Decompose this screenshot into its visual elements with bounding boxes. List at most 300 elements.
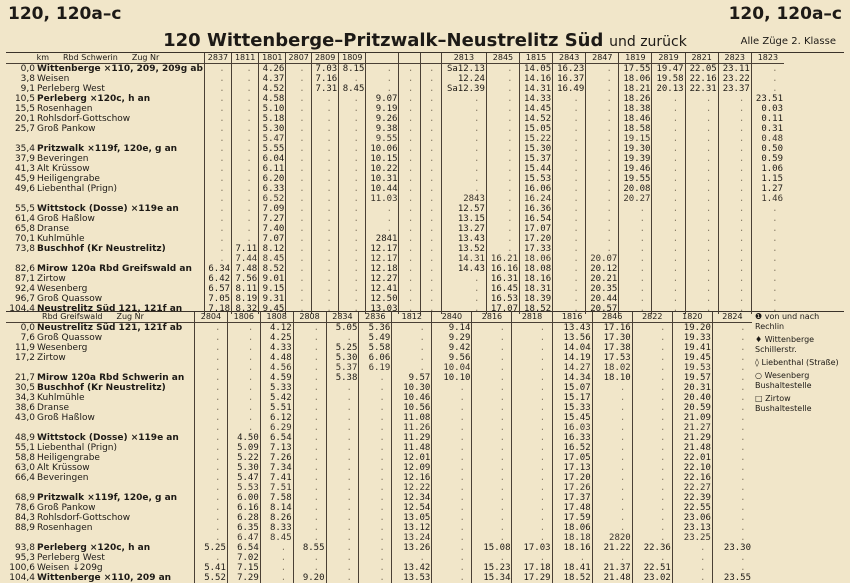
route-title-suffix: und zurück xyxy=(609,34,687,50)
time-cell: 16.03 xyxy=(552,423,592,433)
time-cell: . xyxy=(512,423,552,433)
time-cell: 16.49 xyxy=(553,84,586,94)
time-cell: 18.18 xyxy=(552,533,592,543)
time-cell: 23.30 xyxy=(712,543,752,553)
time-cell: . xyxy=(432,433,472,443)
time-cell: . xyxy=(366,204,399,214)
time-cell: . xyxy=(553,94,586,104)
time-cell: 23.55 xyxy=(712,573,752,583)
time-cell: . xyxy=(472,363,512,373)
time-cell: . xyxy=(195,413,228,423)
time-cell: 12.34 xyxy=(392,493,432,503)
time-cell: 10.31 xyxy=(366,174,399,184)
time-cell: . xyxy=(632,403,672,413)
time-cell: . xyxy=(359,383,392,393)
time-cell: 5.49 xyxy=(359,333,392,343)
time-cell: . xyxy=(399,164,420,174)
time-cell: . xyxy=(685,294,718,304)
time-cell: . xyxy=(486,214,519,224)
time-cell: 15.37 xyxy=(520,154,553,164)
time-cell: 20.44 xyxy=(586,294,619,304)
time-cell: . xyxy=(619,304,652,314)
time-cell: 14.31 xyxy=(441,254,486,264)
table-row xyxy=(6,164,784,174)
station-name: Wittstock (Dosse) ⨯119e an xyxy=(37,433,179,443)
time-cell: . xyxy=(586,234,619,244)
time-cell: . xyxy=(751,284,784,294)
header-label: Rbd Greifswald xyxy=(42,312,103,321)
time-cell: . xyxy=(712,373,752,383)
time-cell: Sa12.13 xyxy=(441,64,486,75)
time-cell: . xyxy=(619,234,652,244)
time-cell: . xyxy=(712,453,752,463)
station-cell xyxy=(6,343,195,353)
time-cell: . xyxy=(472,473,512,483)
km-value: 7,6 xyxy=(20,333,35,343)
time-cell: . xyxy=(339,264,366,274)
time-cell: 9.19 xyxy=(366,104,399,114)
time-cell: . xyxy=(359,453,392,463)
km-value: 0,0 xyxy=(20,323,35,333)
table-row xyxy=(6,74,784,84)
table-row xyxy=(6,104,784,114)
time-cell: . xyxy=(632,423,672,433)
time-cell: . xyxy=(392,363,432,373)
time-cell: . xyxy=(432,503,472,513)
time-cell: . xyxy=(326,543,359,553)
time-cell: . xyxy=(227,353,260,363)
time-cell: 15.44 xyxy=(520,164,553,174)
time-cell: 10.30 xyxy=(392,383,432,393)
time-cell: 18.06 xyxy=(552,523,592,533)
time-cell: . xyxy=(486,154,519,164)
time-cell: . xyxy=(553,254,586,264)
station-name: Wittenberge ⨯110, 209 an xyxy=(37,573,172,583)
time-cell: 20.08 xyxy=(619,184,652,194)
time-cell: . xyxy=(339,284,366,294)
time-cell: 8.11 xyxy=(232,284,259,294)
table-row xyxy=(6,174,784,184)
time-cell: . xyxy=(195,503,228,513)
time-cell: . xyxy=(712,563,752,573)
km-value: 43,0 xyxy=(14,413,35,423)
time-cell: 7.29 xyxy=(227,573,260,583)
station-name: Groß Quassow xyxy=(37,294,103,304)
km-value: 92,4 xyxy=(14,284,35,294)
table-row xyxy=(6,234,784,244)
time-cell: . xyxy=(685,94,718,104)
station-name: Alt Krüssow xyxy=(37,463,90,473)
time-cell: . xyxy=(472,513,512,523)
time-cell: . xyxy=(312,94,339,104)
page-title xyxy=(0,30,850,51)
station-cell xyxy=(6,234,204,244)
time-cell: . xyxy=(399,194,420,204)
time-cell: . xyxy=(312,144,339,154)
time-cell: 22.27 xyxy=(672,483,712,493)
table-row xyxy=(6,64,784,75)
time-cell: 9.26 xyxy=(366,114,399,124)
time-cell: Sa12.39 xyxy=(441,84,486,94)
station-cell xyxy=(6,513,195,523)
table-header-row xyxy=(6,312,752,323)
time-cell: . xyxy=(399,244,420,254)
train-number: 2816 xyxy=(472,312,512,323)
time-cell: . xyxy=(512,453,552,463)
time-cell: . xyxy=(339,194,366,204)
header-label: Rbd Schwerin xyxy=(63,53,118,62)
time-cell: 0.03 xyxy=(751,104,784,114)
time-cell: . xyxy=(472,403,512,413)
time-cell: . xyxy=(652,254,685,264)
time-cell: 13.03 xyxy=(366,304,399,314)
km-value: 84,3 xyxy=(14,513,35,523)
train-number: 1820 xyxy=(672,312,712,323)
time-cell: . xyxy=(232,174,259,184)
km-value: 104,4 xyxy=(9,304,35,314)
time-cell: . xyxy=(472,383,512,393)
time-cell: . xyxy=(326,333,359,343)
time-cell: 8.45 xyxy=(259,254,286,264)
km-value: 49,6 xyxy=(14,184,35,194)
time-cell: . xyxy=(339,104,366,114)
time-cell: . xyxy=(312,114,339,124)
time-cell: . xyxy=(204,224,231,234)
time-cell: 22.16 xyxy=(672,473,712,483)
km-value: 45,9 xyxy=(14,174,35,184)
time-cell: 6.06 xyxy=(359,353,392,363)
station-name: Perleberg ⨯120c, h an xyxy=(37,94,151,104)
time-cell: 15.08 xyxy=(472,543,512,553)
time-cell: . xyxy=(718,154,751,164)
time-cell: . xyxy=(652,164,685,174)
time-cell: . xyxy=(685,164,718,174)
time-cell: . xyxy=(552,553,592,563)
km-value: 87,1 xyxy=(14,274,35,284)
time-cell: . xyxy=(204,214,231,224)
time-cell: 4.52 xyxy=(259,84,286,94)
station-cell xyxy=(6,423,195,433)
time-cell: . xyxy=(486,84,519,94)
table-row xyxy=(6,144,784,154)
time-cell: 6.33 xyxy=(259,184,286,194)
time-cell: . xyxy=(204,184,231,194)
time-cell: 1.06 xyxy=(751,164,784,174)
time-cell: . xyxy=(312,104,339,114)
time-cell: 7.15 xyxy=(227,563,260,573)
time-cell: . xyxy=(652,174,685,184)
km-value: 41,3 xyxy=(14,164,35,174)
header-route-cell xyxy=(6,312,195,323)
time-cell: . xyxy=(392,353,432,363)
station-cell xyxy=(6,433,195,443)
time-cell: . xyxy=(326,453,359,463)
time-cell: 5.30 xyxy=(326,353,359,363)
table-row xyxy=(6,284,784,294)
time-cell: 7.48 xyxy=(232,264,259,274)
table-row xyxy=(6,423,752,433)
time-cell: . xyxy=(486,204,519,214)
time-cell: . xyxy=(339,294,366,304)
time-cell: . xyxy=(619,254,652,264)
time-cell: . xyxy=(472,433,512,443)
time-cell: . xyxy=(232,194,259,204)
time-cell: 6.35 xyxy=(227,523,260,533)
time-cell: . xyxy=(432,443,472,453)
time-cell: . xyxy=(486,224,519,234)
time-cell: . xyxy=(472,393,512,403)
time-cell: 12.17 xyxy=(366,254,399,264)
time-cell: 15.22 xyxy=(520,134,553,144)
train-number: 2840 xyxy=(432,312,472,323)
time-cell: . xyxy=(685,154,718,164)
time-cell: . xyxy=(420,94,441,104)
station-name: Alt Krüssow xyxy=(37,164,90,174)
time-cell: . xyxy=(204,254,231,264)
time-cell: 19.57 xyxy=(672,373,712,383)
time-cell: . xyxy=(586,174,619,184)
station-cell xyxy=(6,563,195,573)
station-name: Dranse xyxy=(37,403,70,413)
table-row xyxy=(6,413,752,423)
time-cell: 7.56 xyxy=(232,274,259,284)
station-cell xyxy=(6,453,195,463)
time-cell: . xyxy=(420,244,441,254)
time-cell: 7.34 xyxy=(260,463,293,473)
legend-item: ○ Wesenberg Bushaltestelle xyxy=(755,371,812,390)
time-cell: 10.56 xyxy=(392,403,432,413)
time-cell: 19.30 xyxy=(619,144,652,154)
station-name: Zirtow xyxy=(37,274,66,284)
time-cell: . xyxy=(286,124,312,134)
time-cell: 1.27 xyxy=(751,184,784,194)
train-number: 1808 xyxy=(260,312,293,323)
time-cell: 6.00 xyxy=(227,493,260,503)
train-number: 1811 xyxy=(232,53,259,64)
time-cell: . xyxy=(312,264,339,274)
time-cell: . xyxy=(227,373,260,383)
time-cell: 18.41 xyxy=(552,563,592,573)
time-cell: . xyxy=(232,204,259,214)
time-cell: 9.07 xyxy=(366,94,399,104)
time-cell: . xyxy=(441,104,486,114)
time-cell: . xyxy=(227,363,260,373)
time-cell: . xyxy=(232,124,259,134)
time-cell: . xyxy=(359,373,392,383)
time-cell: 22.10 xyxy=(672,463,712,473)
time-cell: . xyxy=(293,443,326,453)
time-cell: . xyxy=(420,164,441,174)
time-cell: . xyxy=(359,553,392,563)
time-cell: . xyxy=(553,264,586,274)
station-name: Heiligengrabe xyxy=(37,453,100,463)
time-cell: . xyxy=(553,284,586,294)
time-cell: 14.16 xyxy=(520,74,553,84)
station-cell xyxy=(6,124,204,134)
time-cell: . xyxy=(195,533,228,543)
table-row xyxy=(6,274,784,284)
time-cell: . xyxy=(441,294,486,304)
km-value: 96,7 xyxy=(14,294,35,304)
station-name: Neustrelitz Süd 121, 121f ab xyxy=(37,323,183,333)
time-cell: . xyxy=(718,284,751,294)
station-name: Liebenthal (Prign) xyxy=(37,443,118,453)
time-cell: . xyxy=(718,114,751,124)
time-cell: . xyxy=(359,493,392,503)
time-cell: . xyxy=(553,204,586,214)
time-cell: 8.52 xyxy=(259,264,286,274)
time-cell: . xyxy=(420,184,441,194)
km-value: 58,8 xyxy=(14,453,35,463)
time-cell: . xyxy=(472,503,512,513)
time-cell: . xyxy=(326,463,359,473)
station-cell xyxy=(6,294,204,304)
time-cell: . xyxy=(472,553,512,563)
time-cell: 7.41 xyxy=(260,473,293,483)
time-cell: 17.05 xyxy=(552,453,592,463)
time-cell: . xyxy=(326,493,359,503)
time-cell: 7.26 xyxy=(260,453,293,463)
time-cell: . xyxy=(359,463,392,473)
time-cell: . xyxy=(652,104,685,114)
time-cell: 5.09 xyxy=(227,443,260,453)
time-cell: 18.08 xyxy=(520,264,553,274)
station-name: Groß Quassow xyxy=(37,333,103,343)
km-value: 10,5 xyxy=(14,94,35,104)
time-cell: . xyxy=(293,503,326,513)
train-number: 2813 xyxy=(441,53,486,64)
time-cell: 7.09 xyxy=(259,204,286,214)
time-cell: . xyxy=(204,244,231,254)
time-cell: . xyxy=(712,493,752,503)
time-cell: 8.12 xyxy=(259,244,286,254)
time-cell: 2841 xyxy=(366,234,399,244)
station-cell xyxy=(6,104,204,114)
station-name: Wittstock (Dosse) ⨯119e an xyxy=(37,204,179,214)
time-cell: 9.14 xyxy=(432,323,472,334)
station-name: Weisen xyxy=(37,74,70,84)
table-row xyxy=(6,294,784,304)
table-row xyxy=(6,433,752,443)
time-cell: . xyxy=(432,403,472,413)
class-note: Alle Züge 2. Klasse xyxy=(740,36,836,47)
time-cell: . xyxy=(512,373,552,383)
time-cell: . xyxy=(632,493,672,503)
time-cell: . xyxy=(293,563,326,573)
time-cell: . xyxy=(441,124,486,134)
time-cell: . xyxy=(685,284,718,294)
time-cell: . xyxy=(286,204,312,214)
table-number-right: 120, 120a–c xyxy=(728,4,842,24)
time-cell: . xyxy=(195,493,228,503)
time-cell: 16.54 xyxy=(520,214,553,224)
time-cell: . xyxy=(718,294,751,304)
time-cell: . xyxy=(326,573,359,583)
time-cell: . xyxy=(326,423,359,433)
time-cell: . xyxy=(326,473,359,483)
time-cell: 4.56 xyxy=(260,363,293,373)
time-cell: . xyxy=(512,483,552,493)
time-cell: 20.35 xyxy=(586,284,619,294)
time-cell: . xyxy=(195,473,228,483)
time-cell: . xyxy=(632,483,672,493)
time-cell: . xyxy=(486,64,519,75)
time-cell: . xyxy=(553,144,586,154)
time-cell: . xyxy=(712,463,752,473)
time-cell: . xyxy=(392,553,432,563)
km-value: 100,6 xyxy=(9,563,35,573)
train-number: 2846 xyxy=(592,312,632,323)
time-cell: . xyxy=(553,134,586,144)
time-cell: . xyxy=(293,433,326,443)
time-cell: . xyxy=(718,174,751,184)
time-cell: . xyxy=(586,104,619,114)
time-cell: 9.01 xyxy=(259,274,286,284)
time-cell: . xyxy=(553,224,586,234)
time-cell: . xyxy=(553,114,586,124)
time-cell: 16.06 xyxy=(520,184,553,194)
time-cell: . xyxy=(553,104,586,114)
time-cell: . xyxy=(227,343,260,353)
time-cell: . xyxy=(718,124,751,134)
time-cell: 17.55 xyxy=(619,64,652,75)
time-cell: . xyxy=(312,124,339,134)
time-cell: 7.44 xyxy=(232,254,259,264)
time-cell: . xyxy=(359,423,392,433)
time-cell: . xyxy=(512,533,552,543)
time-cell: . xyxy=(512,393,552,403)
station-cell xyxy=(6,443,195,453)
time-cell: . xyxy=(312,294,339,304)
time-cell: . xyxy=(399,214,420,224)
time-cell: . xyxy=(632,463,672,473)
time-cell: 18.46 xyxy=(619,114,652,124)
time-cell: . xyxy=(227,323,260,334)
time-cell: . xyxy=(339,254,366,264)
time-cell: 18.16 xyxy=(552,543,592,553)
station-cell xyxy=(6,254,204,264)
time-cell: . xyxy=(312,184,339,194)
time-cell: . xyxy=(586,114,619,124)
station-cell xyxy=(6,463,195,473)
time-cell: . xyxy=(586,224,619,234)
station-cell xyxy=(6,194,204,204)
train-number: 1819 xyxy=(619,53,652,64)
station-cell xyxy=(6,144,204,154)
time-cell: . xyxy=(751,84,784,94)
time-cell: 14.04 xyxy=(552,343,592,353)
time-cell: 0.31 xyxy=(751,124,784,134)
time-cell: 15.07 xyxy=(552,383,592,393)
table-row xyxy=(6,523,752,533)
time-cell: 18.58 xyxy=(619,124,652,134)
time-cell: . xyxy=(486,174,519,184)
time-cell: 5.36 xyxy=(359,323,392,334)
time-cell: . xyxy=(286,134,312,144)
time-cell: 1.15 xyxy=(751,174,784,184)
time-cell: . xyxy=(359,533,392,543)
time-cell: . xyxy=(339,94,366,104)
time-cell: 13.53 xyxy=(392,573,432,583)
time-cell: . xyxy=(553,154,586,164)
time-cell: . xyxy=(326,443,359,453)
time-cell: . xyxy=(339,174,366,184)
station-name: Perleberg West xyxy=(37,84,105,94)
time-cell: . xyxy=(312,154,339,164)
time-cell: 7.18 xyxy=(204,304,231,314)
time-cell: . xyxy=(586,184,619,194)
time-cell: . xyxy=(195,363,228,373)
